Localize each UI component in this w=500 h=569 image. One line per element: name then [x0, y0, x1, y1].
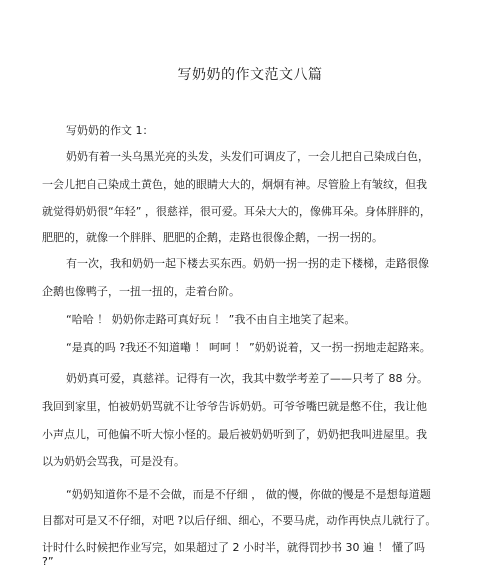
paragraph-line: 奶奶有着一头乌黑光亮的头发，头发们可调皮了，一会儿把自己染成白色，	[66, 150, 429, 163]
paragraph-line: 企鹅也像鸭子，一扭一扭的，走着台阶。	[42, 285, 240, 298]
paragraph-line: 就觉得奶奶很“年轻” ，很慈祥，很可爱。耳朵大大的，像佛耳朵。身体胖胖的，	[42, 205, 431, 218]
paragraph-line: 以为奶奶会骂我，可是没有。	[42, 455, 185, 468]
section-heading: 写奶奶的作文 1：	[66, 124, 154, 137]
paragraph-line: “哈哈 ！ 奶奶你走路可真好玩 ！ ”我不由自主地笑了起来。	[66, 313, 356, 326]
paragraph-line: ?”	[42, 555, 54, 568]
paragraph-line: 小声点儿，可他偏不听大惊小怪的。最后被奶奶听到了，奶奶把我叫进屋里。我	[42, 428, 427, 441]
paragraph-line: “是真的吗 ?我还不知道嘞 ！ 呵呵 ！ ”奶奶说着，又一拐一拐地走起路来。	[66, 341, 431, 354]
paragraph-line: 肥肥的，就像一个胖胖、肥肥的企鹅，走路也很像企鹅，一拐一拐的。	[42, 231, 383, 244]
paragraph-line: “奶奶知道你不是不会做，而是不仔细 ， 做的慢，你做的慢是不是想每道题	[66, 488, 431, 501]
document-title: 写奶奶的作文范文八篇	[177, 67, 323, 83]
paragraph-line: 奶奶真可爱，真慈祥。记得有一次，我其中数学考差了——只考了 88 分。	[66, 372, 428, 385]
paragraph-line: 我回到家里，怕被奶奶骂就不让爷爷告诉奶奶。可爷爷嘴巴就是憋不住，我让他	[42, 400, 427, 413]
paragraph-line: 有一次，我和奶奶一起下楼去买东西。奶奶一拐一拐的走下楼梯，走路很像	[66, 257, 429, 270]
paragraph-line: 一会儿把自己染成土黄色，她的眼睛大大的，炯炯有神。尽管脸上有皱纹，但我	[42, 178, 427, 191]
paragraph-line: 计时什么时候把作业写完，如果超过了 2 小时半，就得罚抄书 30 遍 ！ 懂了吗	[42, 541, 425, 554]
paragraph-line: 目都对可是又不仔细，对吧 ?以后仔细、细心，不要马虎，动作再快点儿就行了。	[42, 514, 437, 527]
